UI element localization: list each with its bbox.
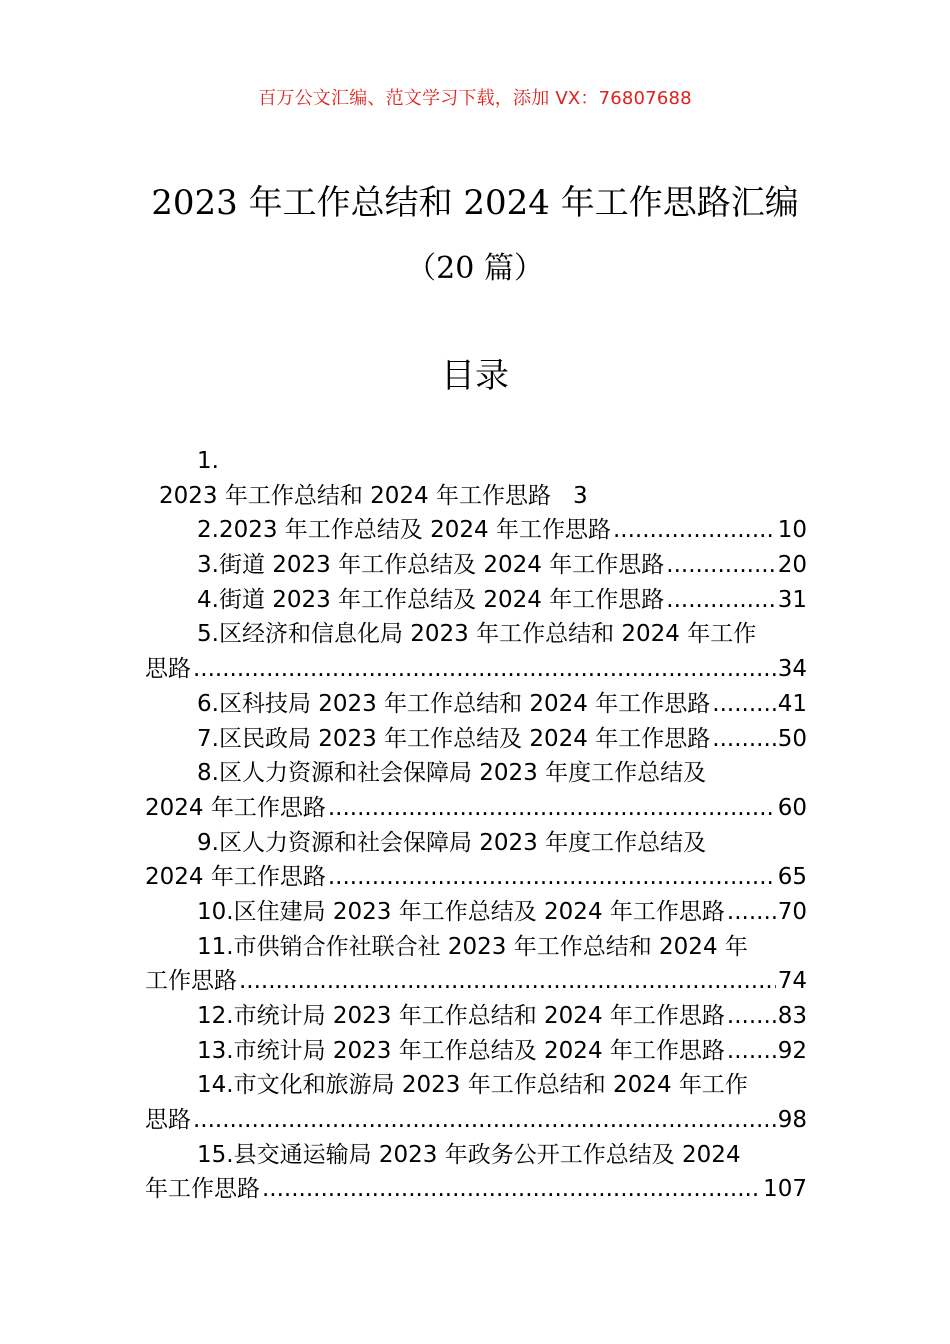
toc-entry[interactable] bbox=[145, 999, 807, 1034]
toc-leader-dots bbox=[239, 964, 776, 999]
toc-entry[interactable] bbox=[145, 1138, 807, 1207]
toc-entry-text: 13.市统计局 2023 年工作总结及 2024 年工作思路 bbox=[197, 1037, 725, 1064]
table-of-contents bbox=[145, 444, 807, 1207]
toc-entry-text: 14.市文化和旅游局 2023 年工作总结和 2024 年工作 bbox=[197, 1072, 748, 1099]
toc-leader-dots bbox=[193, 652, 776, 687]
toc-entry[interactable] bbox=[145, 722, 807, 757]
toc-entry[interactable] bbox=[145, 930, 807, 999]
toc-leader-dots bbox=[712, 687, 775, 722]
toc-entry-text: 6.区科技局 2023 年工作总结和 2024 年工作思路 bbox=[197, 690, 711, 717]
toc-page-number: 3 bbox=[573, 482, 588, 509]
toc-entry-text: 年工作思路 bbox=[145, 1176, 260, 1203]
toc-entry-text: 工作思路 bbox=[145, 968, 237, 995]
toc-entry-text: 15.县交通运输局 2023 年政务公开工作总结及 2024 bbox=[197, 1141, 741, 1168]
toc-page-number: 74 bbox=[777, 968, 807, 995]
toc-entry[interactable] bbox=[145, 756, 807, 825]
toc-leader-dots bbox=[666, 583, 775, 618]
toc-page-number: 65 bbox=[777, 864, 807, 891]
toc-entry-text: 2024 年工作思路 bbox=[145, 794, 326, 821]
toc-entry-text: 2024 年工作思路 bbox=[145, 864, 326, 891]
toc-page-number: 83 bbox=[777, 1003, 807, 1029]
toc-entry-text: 2.2023 年工作总结及 2024 年工作思路 bbox=[197, 517, 611, 544]
toc-page-number: 10 bbox=[777, 517, 807, 544]
toc-entry[interactable] bbox=[145, 548, 807, 583]
toc-entry-text: 10.区住建局 2023 年工作总结及 2024 年工作思路 bbox=[197, 898, 725, 925]
toc-entry-text: 5.区经济和信息化局 2023 年工作总结和 2024 年工作 bbox=[197, 621, 757, 648]
toc-entry-text: 12.市统计局 2023 年工作总结和 2024 年工作思路 bbox=[197, 1003, 725, 1029]
toc-page-number: 70 bbox=[777, 898, 807, 925]
toc-entry[interactable] bbox=[145, 1068, 807, 1137]
toc-leader-dots bbox=[666, 548, 775, 583]
toc-entry-text: 11.市供销合作社联合社 2023 年工作总结和 2024 年 bbox=[197, 933, 748, 960]
toc-heading: 目录 bbox=[441, 356, 509, 396]
toc-page-number: 41 bbox=[777, 690, 807, 717]
toc-entry-text: 9.区人力资源和社会保障局 2023 年度工作总结及 bbox=[197, 829, 707, 856]
toc-entry[interactable] bbox=[145, 583, 807, 618]
toc-leader-dots bbox=[727, 1034, 776, 1069]
toc-page-number: 20 bbox=[777, 552, 807, 579]
toc-entry[interactable] bbox=[145, 513, 807, 548]
toc-entry[interactable] bbox=[145, 826, 807, 895]
toc-page-number: 60 bbox=[777, 794, 807, 821]
toc-leader-dots bbox=[727, 999, 776, 1034]
toc-leader-dots bbox=[712, 722, 775, 757]
toc-entry-text: 3.街道 2023 年工作总结及 2024 年工作思路 bbox=[197, 552, 665, 579]
toc-leader-dots bbox=[613, 513, 776, 548]
toc-entry-text: 2023 年工作总结和 2024 年工作思路 bbox=[159, 482, 551, 509]
toc-entry-text: 思路 bbox=[145, 656, 191, 683]
document-title: 2023 年工作总结和 2024 年工作思路汇编 bbox=[151, 183, 799, 223]
toc-entry[interactable] bbox=[145, 617, 807, 686]
toc-entry[interactable] bbox=[145, 1034, 807, 1069]
toc-entry-text: 4.街道 2023 年工作总结及 2024 年工作思路 bbox=[197, 586, 665, 613]
toc-page-number: 50 bbox=[777, 725, 807, 752]
toc-leader-dots bbox=[328, 860, 776, 895]
toc-leader-dots bbox=[727, 895, 776, 930]
toc-leader-dots bbox=[262, 1172, 761, 1207]
document-subtitle: （20 篇） bbox=[406, 251, 544, 286]
toc-leader-dots bbox=[328, 791, 776, 826]
toc-page-number: 107 bbox=[763, 1176, 807, 1203]
toc-entry[interactable] bbox=[145, 895, 807, 930]
toc-entry-text: 思路 bbox=[145, 1107, 191, 1134]
toc-entry[interactable] bbox=[145, 687, 807, 722]
header-note: 百万公文汇编、范文学习下载，添加 VX：76807688 bbox=[258, 88, 692, 109]
toc-page-number: 34 bbox=[777, 656, 807, 683]
toc-leader-dots bbox=[193, 1103, 776, 1138]
toc-page-number: 92 bbox=[777, 1037, 807, 1064]
toc-page-number: 31 bbox=[777, 586, 807, 613]
toc-entry-text: 8.区人力资源和社会保障局 2023 年度工作总结及 bbox=[197, 760, 707, 787]
toc-page-number: 98 bbox=[777, 1107, 807, 1134]
toc-entry-text: 1. bbox=[197, 448, 219, 474]
toc-entry-text: 7.区民政局 2023 年工作总结及 2024 年工作思路 bbox=[197, 725, 711, 752]
toc-entry[interactable] bbox=[145, 444, 807, 513]
